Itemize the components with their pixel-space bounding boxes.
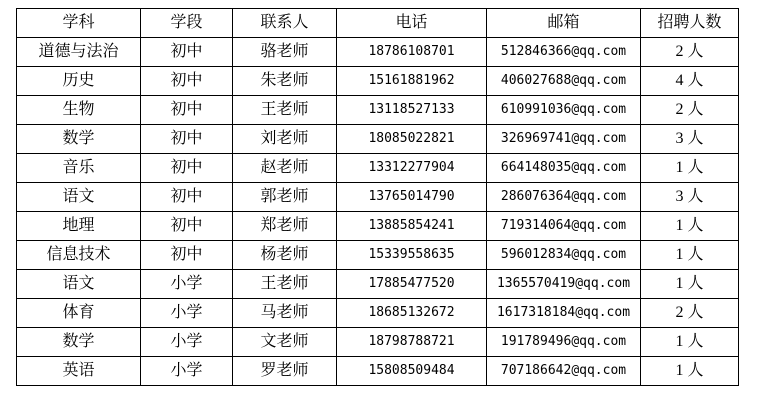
cell-contact: 杨老师 — [233, 241, 337, 270]
cell-phone: 18786108701 — [337, 38, 487, 67]
cell-stage: 初中 — [141, 38, 233, 67]
cell-phone: 17885477520 — [337, 270, 487, 299]
cell-subject: 地理 — [17, 212, 141, 241]
cell-phone: 13312277904 — [337, 154, 487, 183]
cell-stage: 初中 — [141, 154, 233, 183]
cell-subject: 数学 — [17, 125, 141, 154]
table-row — [17, 154, 739, 183]
cell-stage: 小学 — [141, 270, 233, 299]
table-header-row — [17, 9, 739, 38]
cell-contact: 赵老师 — [233, 154, 337, 183]
cell-count: 2 人 — [641, 96, 739, 125]
cell-count: 1 人 — [641, 357, 739, 386]
cell-email: 286076364@qq.com — [487, 183, 641, 212]
cell-stage: 小学 — [141, 299, 233, 328]
cell-stage: 初中 — [141, 96, 233, 125]
cell-count: 2 人 — [641, 38, 739, 67]
cell-count: 1 人 — [641, 241, 739, 270]
cell-stage: 小学 — [141, 357, 233, 386]
cell-subject: 道德与法治 — [17, 38, 141, 67]
table-row — [17, 96, 739, 125]
column-header-stage: 学段 — [141, 9, 233, 38]
cell-phone: 18085022821 — [337, 125, 487, 154]
cell-email: 406027688@qq.com — [487, 67, 641, 96]
cell-contact: 文老师 — [233, 328, 337, 357]
cell-subject: 信息技术 — [17, 241, 141, 270]
cell-count: 4 人 — [641, 67, 739, 96]
cell-stage: 小学 — [141, 328, 233, 357]
cell-contact: 骆老师 — [233, 38, 337, 67]
cell-contact: 郑老师 — [233, 212, 337, 241]
cell-subject: 历史 — [17, 67, 141, 96]
table-row — [17, 299, 739, 328]
cell-stage: 初中 — [141, 67, 233, 96]
column-header-subject: 学科 — [17, 9, 141, 38]
cell-count: 1 人 — [641, 212, 739, 241]
cell-contact: 王老师 — [233, 96, 337, 125]
cell-stage: 初中 — [141, 125, 233, 154]
cell-email: 596012834@qq.com — [487, 241, 641, 270]
cell-email: 1617318184@qq.com — [487, 299, 641, 328]
recruitment-table — [16, 8, 739, 386]
table-row — [17, 67, 739, 96]
cell-contact: 刘老师 — [233, 125, 337, 154]
cell-subject: 体育 — [17, 299, 141, 328]
cell-subject: 数学 — [17, 328, 141, 357]
cell-phone: 15161881962 — [337, 67, 487, 96]
cell-contact: 王老师 — [233, 270, 337, 299]
cell-phone: 13765014790 — [337, 183, 487, 212]
cell-count: 1 人 — [641, 328, 739, 357]
cell-count: 2 人 — [641, 299, 739, 328]
cell-stage: 初中 — [141, 241, 233, 270]
cell-subject: 音乐 — [17, 154, 141, 183]
cell-email: 719314064@qq.com — [487, 212, 641, 241]
table-row — [17, 270, 739, 299]
cell-phone: 15339558635 — [337, 241, 487, 270]
cell-email: 664148035@qq.com — [487, 154, 641, 183]
cell-phone: 18798788721 — [337, 328, 487, 357]
cell-count: 3 人 — [641, 183, 739, 212]
cell-email: 512846366@qq.com — [487, 38, 641, 67]
table-row — [17, 357, 739, 386]
cell-contact: 朱老师 — [233, 67, 337, 96]
cell-subject: 语文 — [17, 270, 141, 299]
cell-stage: 初中 — [141, 183, 233, 212]
cell-stage: 初中 — [141, 212, 233, 241]
cell-contact: 马老师 — [233, 299, 337, 328]
column-header-contact: 联系人 — [233, 9, 337, 38]
cell-contact: 郭老师 — [233, 183, 337, 212]
cell-email: 707186642@qq.com — [487, 357, 641, 386]
cell-phone: 15808509484 — [337, 357, 487, 386]
column-header-count: 招聘人数 — [641, 9, 739, 38]
cell-email: 610991036@qq.com — [487, 96, 641, 125]
cell-subject: 英语 — [17, 357, 141, 386]
cell-email: 326969741@qq.com — [487, 125, 641, 154]
cell-subject: 语文 — [17, 183, 141, 212]
cell-count: 3 人 — [641, 125, 739, 154]
cell-phone: 13885854241 — [337, 212, 487, 241]
cell-email: 191789496@qq.com — [487, 328, 641, 357]
table-row — [17, 212, 739, 241]
table-row — [17, 125, 739, 154]
cell-count: 1 人 — [641, 154, 739, 183]
cell-phone: 18685132672 — [337, 299, 487, 328]
cell-contact: 罗老师 — [233, 357, 337, 386]
table-row — [17, 328, 739, 357]
cell-phone: 13118527133 — [337, 96, 487, 125]
document-page — [0, 8, 757, 409]
column-header-email: 邮箱 — [487, 9, 641, 38]
column-header-phone: 电话 — [337, 9, 487, 38]
table-row — [17, 183, 739, 212]
cell-subject: 生物 — [17, 96, 141, 125]
table-row — [17, 241, 739, 270]
cell-count: 1 人 — [641, 270, 739, 299]
table-row — [17, 38, 739, 67]
cell-email: 1365570419@qq.com — [487, 270, 641, 299]
